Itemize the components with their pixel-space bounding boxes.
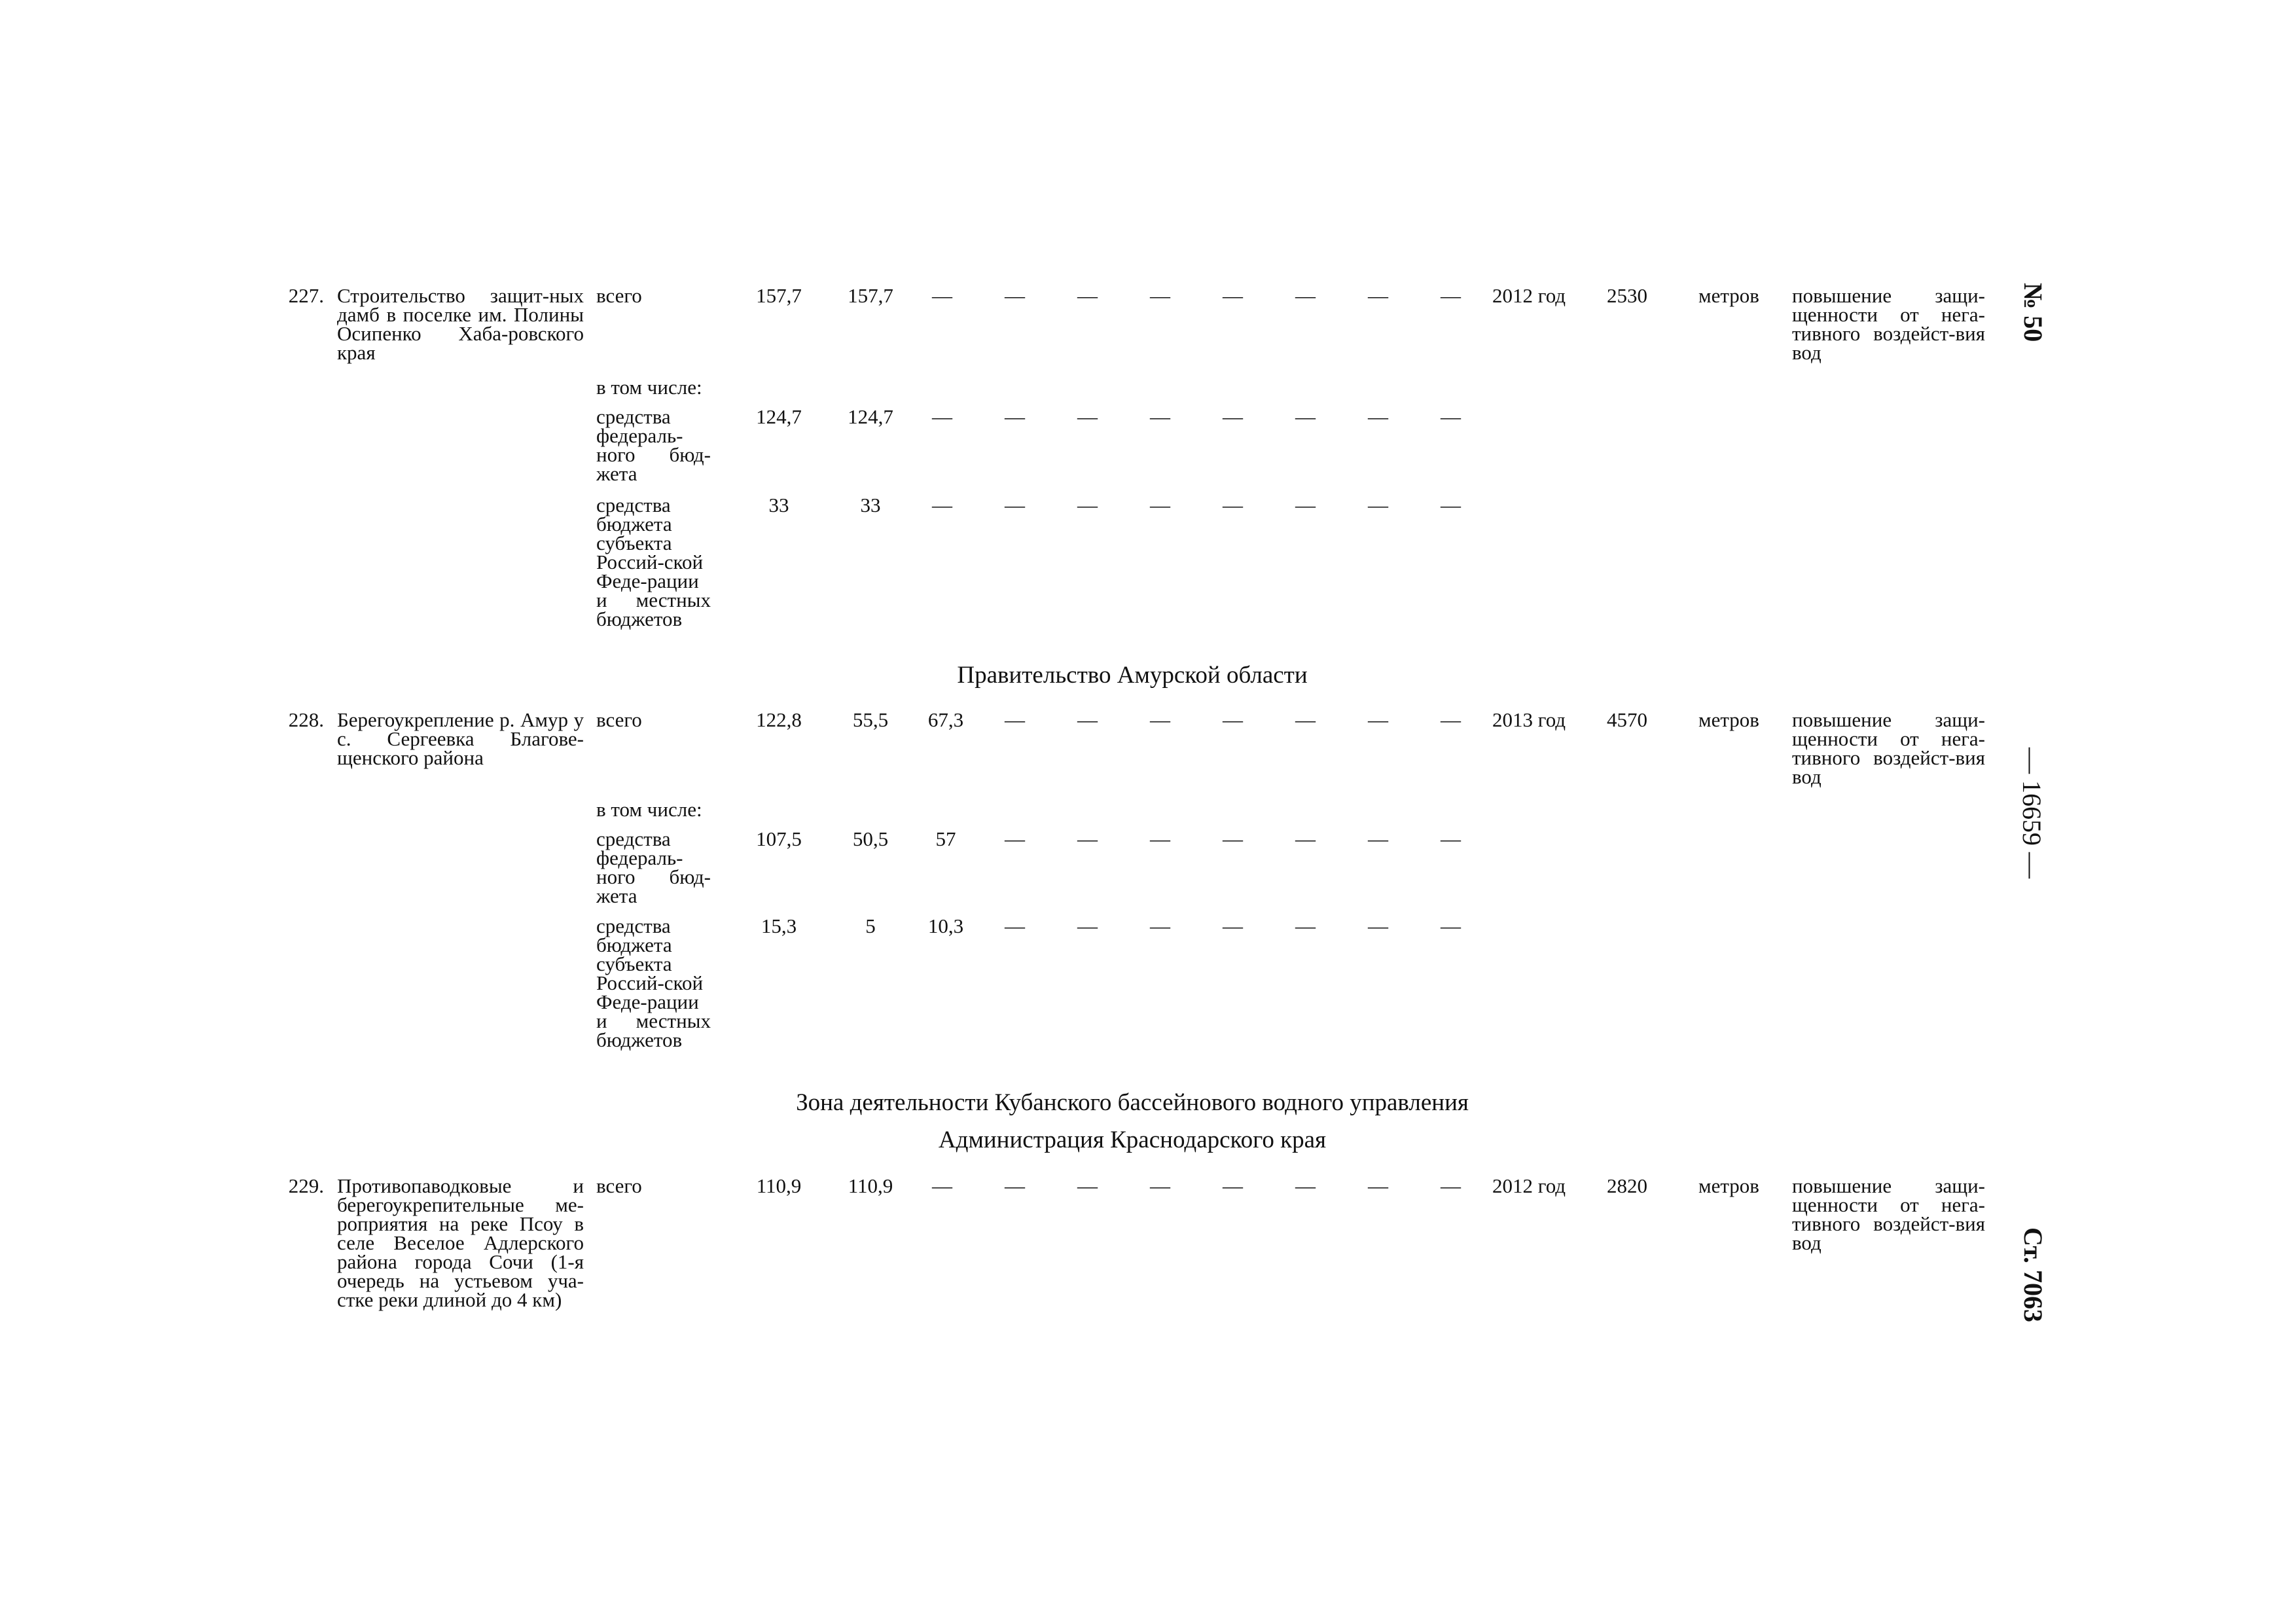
dash: —: [1077, 708, 1098, 731]
dash: —: [1441, 494, 1461, 516]
completion-year: 2012 год: [1492, 1174, 1566, 1197]
dash: —: [1368, 494, 1388, 516]
dash: —: [1441, 405, 1461, 428]
value-federal-all: 124,7: [756, 405, 802, 428]
page-number: — 16659 —: [2017, 748, 2047, 878]
dash: —: [1441, 1174, 1461, 1197]
dash: —: [1150, 284, 1170, 307]
value-total-all: 122,8: [756, 708, 802, 731]
dash: —: [1295, 494, 1316, 516]
dash: —: [1150, 405, 1170, 428]
dash: —: [1295, 405, 1316, 428]
capacity-unit: метров: [1698, 1174, 1759, 1197]
label-regional: средства бюджета субъекта Россий-ской Феде-рации и местных бюджетов: [596, 914, 711, 1051]
dash: —: [1295, 914, 1316, 937]
section-heading: Администрация Краснодарского края: [938, 1127, 1327, 1153]
capacity-unit: метров: [1698, 284, 1759, 307]
completion-year: 2013 год: [1492, 708, 1566, 731]
dash: —: [1077, 827, 1098, 850]
dash: —: [932, 1174, 952, 1197]
completion-year: 2012 год: [1492, 284, 1566, 307]
effect-text: повышение защи-щенности от нега-тивного воздейст-вия вод: [1792, 1174, 1985, 1254]
row-number: 227.: [288, 284, 324, 307]
value-federal-2012: 124,7: [848, 405, 893, 428]
issue-number: № 50: [2018, 283, 2048, 342]
row-number: 229.: [288, 1174, 324, 1197]
dash: —: [1441, 914, 1461, 937]
dash: —: [1223, 405, 1243, 428]
dash: —: [932, 405, 952, 428]
value-regional-2012: 33: [860, 494, 881, 516]
label-federal: средства федераль-ного бюд-жета: [596, 405, 711, 485]
dash: —: [932, 284, 952, 307]
effect-text: повышение защи-щенности от нега-тивного воздейст-вия вод: [1792, 284, 1985, 364]
dash: —: [1005, 1174, 1025, 1197]
label-federal: средства федераль-ного бюд-жета: [596, 827, 711, 907]
dash: —: [1005, 914, 1025, 937]
label-including: в том числе:: [596, 376, 702, 399]
dash: —: [1368, 1174, 1388, 1197]
value-total-2012: 55,5: [852, 708, 889, 731]
value-total-2012: 110,9: [848, 1174, 893, 1197]
project-name: Берегоукрепление р. Амур у с. Сергеевка Благове-щенского района: [337, 708, 584, 769]
dash: —: [1077, 1174, 1098, 1197]
dash: —: [1368, 405, 1388, 428]
dash: —: [1005, 708, 1025, 731]
value-regional-2013: 10,3: [927, 914, 964, 937]
value-total-all: 157,7: [756, 284, 802, 307]
dash: —: [1077, 284, 1098, 307]
project-name: Строительство защит-ных дамб в поселке им. Полины Осипенко Хаба-ровского края: [337, 284, 584, 364]
dash: —: [1295, 827, 1316, 850]
value-federal-2012: 50,5: [852, 827, 889, 850]
dash: —: [1441, 827, 1461, 850]
article-number: Ст. 7063: [2018, 1227, 2048, 1322]
value-federal-all: 107,5: [756, 827, 802, 850]
dash: —: [1223, 494, 1243, 516]
value-regional-all: 15,3: [761, 914, 797, 937]
dash: —: [1005, 284, 1025, 307]
value-total-all: 110,9: [756, 1174, 802, 1197]
dash: —: [1441, 708, 1461, 731]
label-total: всего: [596, 284, 642, 307]
dash: —: [1368, 708, 1388, 731]
dash: —: [1223, 827, 1243, 850]
dash: —: [932, 494, 952, 516]
dash: —: [1150, 914, 1170, 937]
dash: —: [1077, 494, 1098, 516]
value-total-2012: 157,7: [848, 284, 893, 307]
dash: —: [1223, 284, 1243, 307]
dash: —: [1005, 405, 1025, 428]
capacity-value: 2820: [1607, 1174, 1647, 1197]
dash: —: [1223, 1174, 1243, 1197]
label-regional: средства бюджета субъекта Россий-ской Феде-рации и местных бюджетов: [596, 494, 711, 630]
dash: —: [1150, 1174, 1170, 1197]
capacity-value: 4570: [1607, 708, 1647, 731]
effect-text: повышение защи-щенности от нега-тивного воздейст-вия вод: [1792, 708, 1985, 788]
dash: —: [1368, 827, 1388, 850]
dash: —: [1150, 708, 1170, 731]
project-name: Противопаводковые и берегоукрепительные ме-роприятия на реке Псоу в селе Веселое Адлерского района города Сочи (1-я очередь на устьевом уча-стке реки длиной до 4 км): [337, 1174, 584, 1311]
label-total: всего: [596, 1174, 642, 1197]
dash: —: [1150, 494, 1170, 516]
capacity-value: 2530: [1607, 284, 1647, 307]
dash: —: [1223, 914, 1243, 937]
dash: —: [1441, 284, 1461, 307]
dash: —: [1295, 708, 1316, 731]
dash: —: [1295, 284, 1316, 307]
dash: —: [1368, 284, 1388, 307]
section-heading: Зона деятельности Кубанского бассейнового водного управления: [796, 1089, 1469, 1116]
dash: —: [1223, 708, 1243, 731]
dash: —: [1150, 827, 1170, 850]
row-number: 228.: [288, 708, 324, 731]
value-regional-all: 33: [768, 494, 789, 516]
dash: —: [1077, 405, 1098, 428]
value-total-2013: 67,3: [927, 708, 964, 731]
dash: —: [1295, 1174, 1316, 1197]
capacity-unit: метров: [1698, 708, 1759, 731]
dash: —: [1005, 827, 1025, 850]
dash: —: [1005, 494, 1025, 516]
value-federal-2013: 57: [935, 827, 956, 850]
value-regional-2012: 5: [865, 914, 876, 937]
section-heading: Правительство Амурской области: [957, 662, 1308, 689]
dash: —: [1077, 914, 1098, 937]
dash: —: [1368, 914, 1388, 937]
label-total: всего: [596, 708, 642, 731]
label-including: в том числе:: [596, 798, 702, 821]
